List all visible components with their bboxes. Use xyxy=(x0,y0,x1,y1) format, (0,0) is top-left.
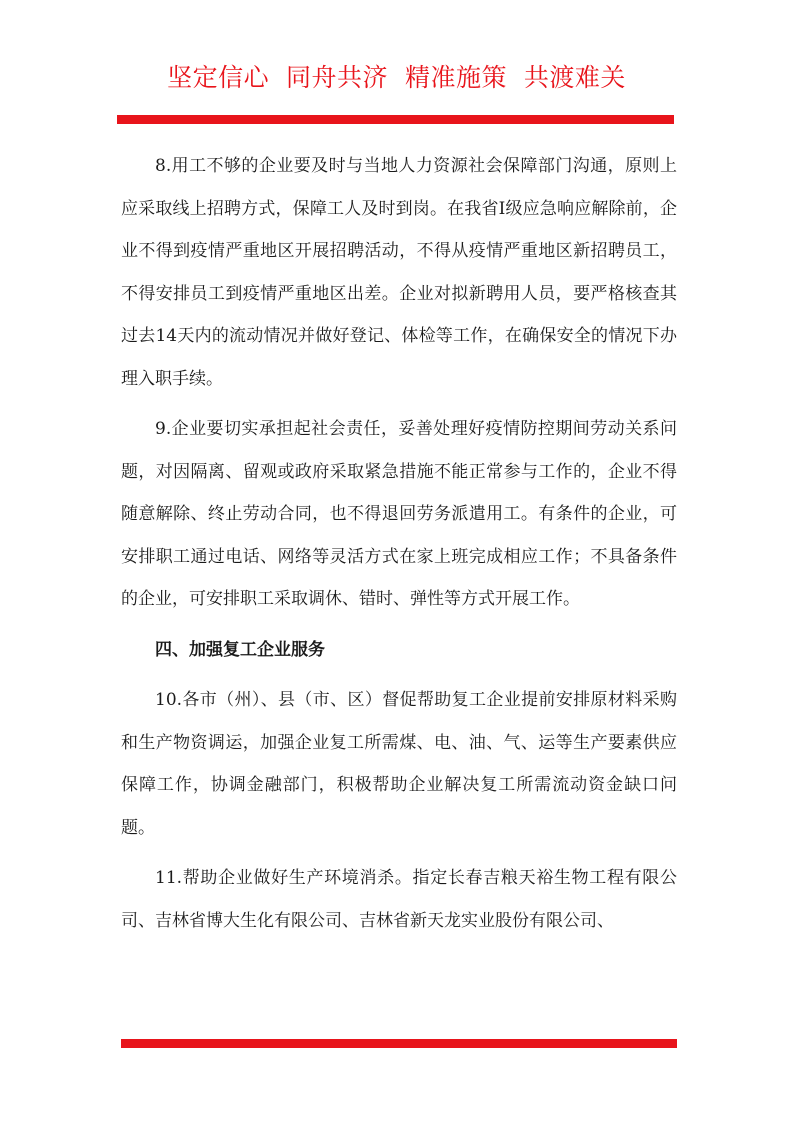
document-body xyxy=(121,145,677,950)
paragraph-11: 11.帮助企业做好生产环境消杀。指定长春吉粮天裕生物工程有限公司、吉林省博大生化有限公司、吉林省新天龙实业股份有限公司、 xyxy=(121,868,677,931)
footer-divider xyxy=(121,1039,677,1048)
page-header-title: 坚定信心 同舟共济 精准施策 共渡难关 xyxy=(167,63,626,92)
header-divider xyxy=(117,115,674,124)
paragraph-10: 10.各市（州）、县（市、区）督促帮助复工企业提前安排原材料采购和生产物资调运，加强企业复工所需煤、电、油、气、运等生产要素供应保障工作，协调金融部门，积极帮助企业解决复工所需流动资金缺口问题。 xyxy=(121,690,677,838)
paragraph-8: 8.用工不够的企业要及时与当地人力资源社会保障部门沟通，原则上应采取线上招聘方式，保障工人及时到岗。在我省Ⅰ级应急响应解除前，企业不得到疫情严重地区开展招聘活动，不得从疫情严重地区新招聘员工，不得安排员工到疫情严重地区出差。企业对拟新聘用人员，要严格核查其过去14天内的流动情况并做好登记、体检等工作，在确保安全的情况下办理入职手续。 xyxy=(121,156,677,389)
paragraph-9: 9.企业要切实承担起社会责任，妥善处理好疫情防控期间劳动关系问题，对因隔离、留观或政府采取紧急措施不能正常参与工作的，企业不得随意解除、终止劳动合同，也不得退回劳务派遣用工。有条件的企业，可安排职工通过电话、网络等灵活方式在家上班完成相应工作；不具备条件的企业，可安排职工采取调休、错时、弹性等方式开展工作。 xyxy=(121,419,677,609)
section-heading: 四、加强复工企业服务 xyxy=(155,639,325,660)
